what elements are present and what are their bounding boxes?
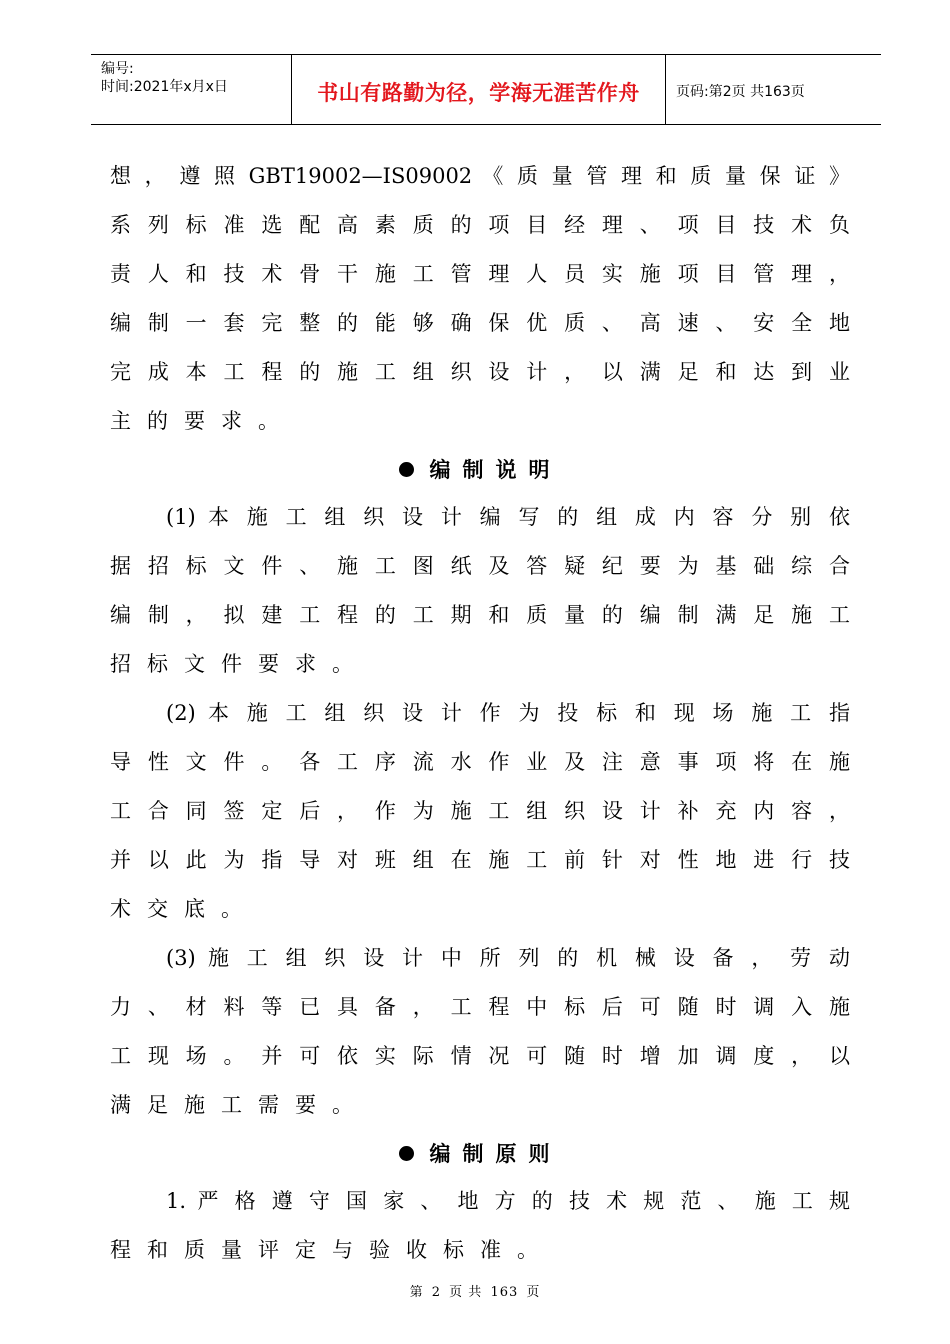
text-line: (2) 本 施 工 组 织 设 计 作 为 投 标 和 现 场 施 工 指 (166, 701, 850, 725)
section-heading-explanation (110, 446, 850, 493)
text-line: 编 制 一 套 完 整 的 能 够 确 保 优 质 、 高 速 、 安 全 地 (110, 311, 850, 335)
text-line: 程和质量评定与验收标准。 (110, 1238, 554, 1262)
header-page-number: 页码:第2页 共163页 (676, 83, 805, 100)
text-line: (1) 本 施 工 组 织 设 计 编 写 的 组 成 内 容 分 别 依 (166, 505, 850, 529)
bullet-icon (399, 462, 414, 477)
footer-total-pages: 163 (490, 1285, 519, 1300)
text-line: 1. 严 格 遵 守 国 家 、 地 方 的 技 术 规 范 、 施 工 规 (166, 1189, 850, 1213)
section-heading-principles (110, 1130, 850, 1177)
text-line: 系 列 标 准 选 配 高 素 质 的 项 目 经 理 、 项 目 技 术 负 (110, 213, 850, 237)
paragraph-item-3 (110, 934, 850, 1130)
text-line: (3) 施 工 组 织 设 计 中 所 列 的 机 械 设 备 ， 劳 动 (166, 946, 850, 970)
text-line: 满足施工需要。 (110, 1093, 369, 1117)
footer-page-number: 2 (431, 1285, 442, 1300)
paragraph-intro (110, 152, 850, 446)
text-line: 责 人 和 技 术 骨 干 施 工 管 理 人 员 实 施 项 目 管 理 ， (110, 262, 850, 286)
text-line: 据 招 标 文 件 、 施 工 图 纸 及 答 疑 纪 要 为 基 础 综 合 (110, 554, 850, 578)
footer-suffix: 页 (526, 1285, 541, 1300)
text-line: 导 性 文 件 。 各 工 序 流 水 作 业 及 注 意 事 项 将 在 施 (110, 750, 850, 774)
paragraph-item-1 (110, 493, 850, 689)
doc-number-label: 编号: (101, 61, 134, 77)
text-line: 招标文件要求。 (110, 652, 369, 676)
text-line: 主的要求。 (110, 409, 295, 433)
footer-prefix: 第 (409, 1285, 424, 1300)
bullet-icon (399, 1146, 414, 1161)
text-line: 术交底。 (110, 897, 258, 921)
paragraph-item-2 (110, 689, 850, 934)
page-footer (0, 1281, 950, 1300)
page-header (91, 54, 881, 125)
header-meta (91, 55, 292, 124)
text-line: 工 现 场 。 并 可 依 实 际 情 况 可 随 时 增 加 调 度 ， 以 (110, 1044, 850, 1068)
text-line: 想 ， 遵 照 GBT19002—IS09002 《 质 量 管 理 和 质 量 保 证 》 (110, 164, 850, 188)
text-line: 力 、 材 料 等 已 具 备 ， 工 程 中 标 后 可 随 时 调 入 施 (110, 995, 850, 1019)
text-line: 并 以 此 为 指 导 对 班 组 在 施 工 前 针 对 性 地 进 行 技 (110, 848, 850, 872)
paragraph-principle-1 (110, 1177, 850, 1275)
text-line: 编 制 ， 拟 建 工 程 的 工 期 和 质 量 的 编 制 满 足 施 工 (110, 603, 850, 627)
text-line: 完 成 本 工 程 的 施 工 组 织 设 计 ， 以 满 足 和 达 到 业 (110, 360, 850, 384)
date-label: 时间:2021年x月x日 (101, 79, 228, 95)
text-line: 工 合 同 签 定 后 ， 作 为 施 工 组 织 设 计 补 充 内 容 ， (110, 799, 850, 823)
heading-text: 编制原则 (429, 1141, 562, 1166)
footer-mid: 页 共 (449, 1285, 483, 1300)
heading-text: 编制说明 (429, 457, 562, 482)
document-body (110, 152, 850, 1275)
header-motto: 书山有路勤为径，学海无涯苦作舟 (292, 55, 666, 124)
